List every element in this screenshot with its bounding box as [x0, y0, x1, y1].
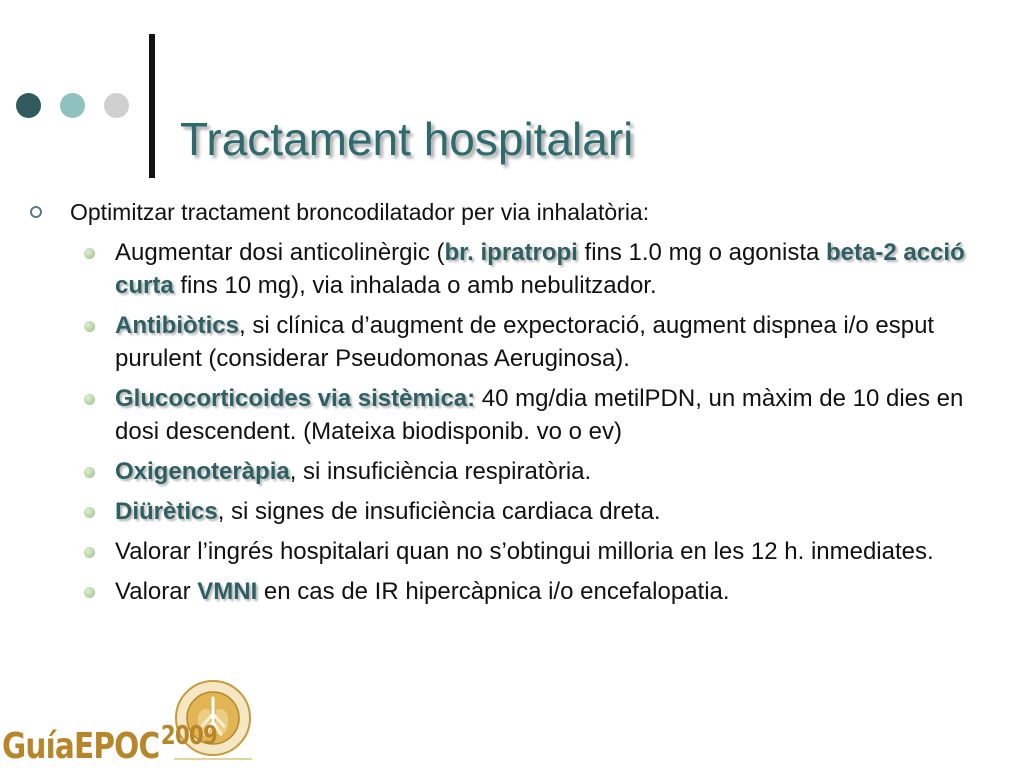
item-text: fins 10 mg), via inhalada o amb nebulitzador.	[173, 272, 657, 299]
ring-bullet-icon	[30, 206, 42, 218]
slide-title: Tractament hospitalari	[180, 112, 634, 165]
bullet-icon	[84, 507, 95, 518]
item-text: 40 mg/dia metilPDN, un màxim de 10 dies en dosi descendent. (Mateixa biodisponib. vo o ev)	[115, 385, 964, 445]
highlight-text: Diürètics	[115, 498, 218, 525]
highlight-text: beta-2 acció curta	[115, 239, 965, 299]
bullet-icon	[84, 587, 95, 598]
item-text: , si signes de insuficiència cardiaca dreta.	[217, 498, 661, 525]
list-item-glucocorticoides	[30, 382, 1005, 448]
item-text: Valorar l’ingrés hospitalari quan no s’obtingui milloria en les 12 h. inmediates.	[115, 538, 934, 565]
bullet-icon	[84, 467, 95, 478]
intro-text: Optimitzar tractament broncodilatador per via inhalatòria:	[70, 199, 650, 225]
dot-icon-grey	[104, 93, 129, 118]
bullet-icon	[84, 248, 95, 259]
highlight-text: Antibiòtics	[115, 312, 239, 339]
bullet-list	[30, 236, 1005, 608]
item-text: , si clínica d’augment de expectoració, augment dispnea i/o esput purulent (considerar Pseudomonas Aeruginosa).	[115, 312, 935, 372]
item-text: Augmentar dosi anticolinèrgic (	[115, 239, 445, 266]
intro-item	[30, 196, 1005, 228]
highlight-text: Oxigenoteràpia	[115, 458, 290, 485]
dot-icon-teal	[60, 93, 85, 118]
bullet-icon	[84, 547, 95, 558]
dot-icon-dark	[16, 93, 41, 118]
highlight-text: VMNI	[197, 578, 258, 605]
list-item-dosi	[30, 236, 1005, 302]
brand-year: 2009	[160, 721, 217, 751]
list-item-antibiotics	[30, 309, 1005, 375]
list-item-ingres	[30, 535, 1005, 568]
item-text: , si insuficiència respiratòria.	[289, 458, 592, 485]
item-text: en cas de IR hipercàpnica i/o encefalopatia.	[257, 578, 730, 605]
item-text: Valorar	[115, 578, 198, 605]
slide-body	[30, 196, 1005, 615]
list-item-oxigenoterapia	[30, 455, 1005, 488]
bullet-icon	[84, 394, 95, 405]
item-text: fins 1.0 mg o agonista	[577, 239, 827, 266]
list-item-diuretics	[30, 495, 1005, 528]
guiaepoc-logo	[2, 721, 217, 767]
brand-name: GuíaEPOC	[2, 726, 160, 767]
list-item-vmni	[30, 575, 1005, 608]
highlight-text: Glucocorticoides via sistèmica:	[115, 385, 476, 412]
title-divider-line	[149, 34, 155, 178]
bullet-icon	[84, 321, 95, 332]
highlight-text: br. ipratropi	[444, 239, 578, 266]
